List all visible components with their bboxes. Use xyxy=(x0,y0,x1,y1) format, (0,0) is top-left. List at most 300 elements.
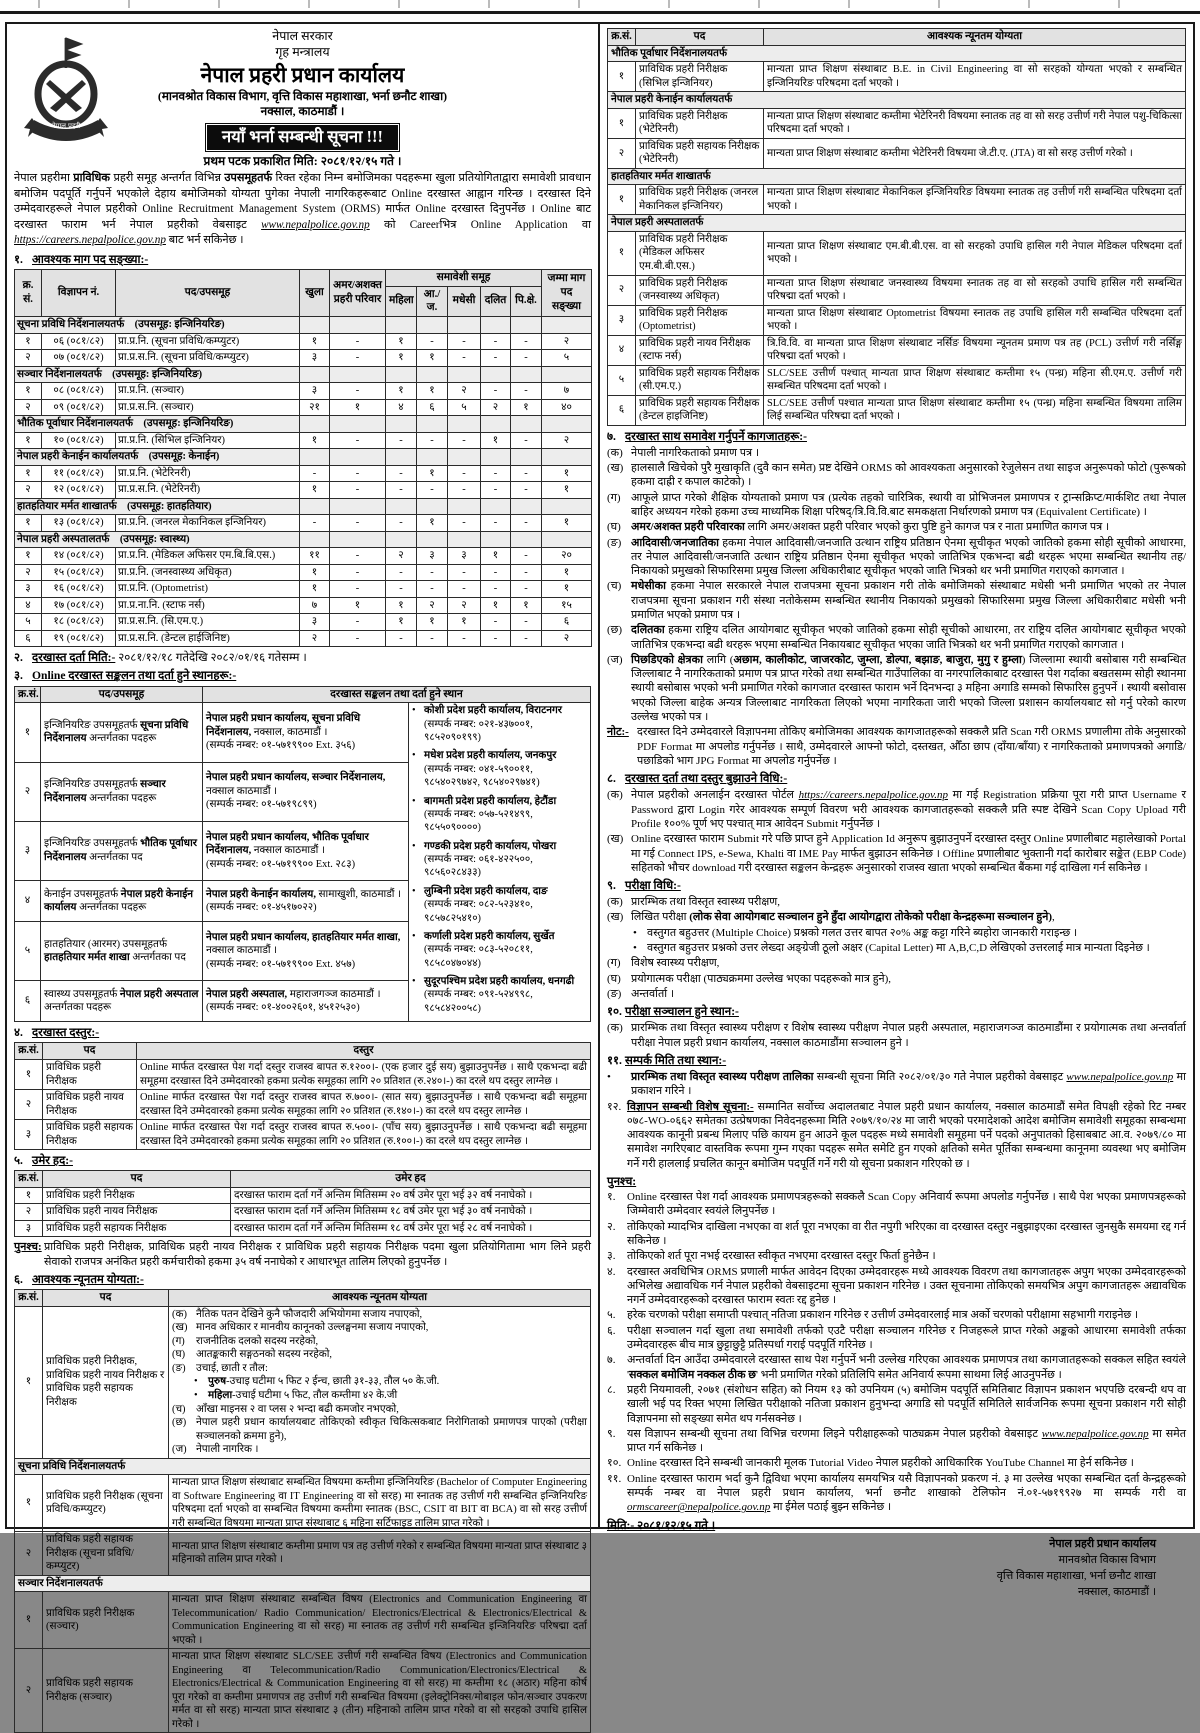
table-row xyxy=(15,1649,591,1733)
province-office-contact: (सम्पर्क नम्बर: ०८२-५२३४१०, ९८५७८२५४१०) xyxy=(424,899,533,924)
table-cell: - xyxy=(386,581,417,598)
section-empty-cell xyxy=(417,449,448,466)
table-cell: १ xyxy=(15,1187,43,1204)
item-label: (क) xyxy=(172,1308,187,1320)
col-header-sn: क्र.सं. xyxy=(15,686,41,703)
table-cell: - xyxy=(481,581,511,598)
province-office-name: कर्णाली प्रदेश प्रहरी कार्यालय, सुर्खेत xyxy=(424,930,555,942)
section-empty-cell xyxy=(386,366,417,383)
bold-text: नेपाल प्रहरी केनाईन कार्यालय xyxy=(44,888,194,914)
table-cell: प्रा.प्र.नि. (सञ्चार) xyxy=(116,383,300,400)
sn-cell: २ xyxy=(608,138,636,168)
list-item xyxy=(607,1021,1186,1050)
section-empty-cell xyxy=(542,317,592,334)
section-1-heading xyxy=(14,252,591,267)
sn-cell: १ xyxy=(15,1592,43,1649)
table-cell: - xyxy=(330,350,386,367)
item-text: अन्तर्वार्ता दिन आउँदा उम्मेदवारले दरखास्त साथ पेश गर्नुपर्ने भनी उल्लेख गरिएका आवश्यक प्रमाणपत्र तथा कागजातहरूको सक्कल सहित स्वयंले 'सक्कल बमोजिम नक्कल ठीक छ' भनी प्रमाणित गरेको प्रतिलिपि समेत अनिवार्य रूपमा साथमा लिई आउनुपर्नेछ । xyxy=(627,1354,1186,1381)
table-cell: १ xyxy=(15,333,42,350)
table-cell: १ xyxy=(300,581,330,598)
item-text: पिछडिएको क्षेत्रका लागि (अछाम, कालीकोट, जाजरकोट, जुम्ला, डोल्पा, बझाङ, बाजुरा, मुगु र हुम्ला) जिल्लामा स्थायी बसोबास गरी सम्बन्धित जिल्लाबाट नै नागरिकताको प्रमाण पत्र प्राप्त गरेको तथा सम्बन्धित गाउँपालिका वा नगरपालिकाबाट दरखास्त पेश गर्दाका बखतसम्म सोही स्थानमा स्थायी बसोबास भएको भनी प्रमाणित गरेको कागजात दरखास्त फाराम भर्ने दिनभन्दा ३ महिना अगाडि सम्मको सिफारिस हुनुपर्ने । स्थायी बसोवास भएको जिल्ला बाहेक अन्यत्र जिल्लाबाट नागरिकता लिएको भएमा नागरिकता जारी भएको जिल्ला प्रशासन कार्यालयबाट सो गर्नु परेको कारण उल्लेख भएको पत्र । xyxy=(631,653,1186,724)
province-office-text xyxy=(424,795,587,835)
bullet-icon: • xyxy=(412,750,416,762)
table-cell: - xyxy=(386,515,417,532)
inline-link[interactable]: www.nepalpolice.gov.np xyxy=(1041,1427,1149,1440)
table-cell: ४० xyxy=(542,399,592,416)
section-empty-cell xyxy=(417,531,448,548)
item-text: आँखा माइनस २ वा प्लस २ भन्दा बढी कमजोर नभएको, xyxy=(196,1403,399,1415)
sn-cell: ५ xyxy=(15,921,41,980)
item-label: ४. xyxy=(607,1265,616,1278)
table-cell: १ xyxy=(300,564,330,581)
item-text: मानव अधिकार र मानवीय कानूनको उल्लङ्घनमा सजाय नपाएको, xyxy=(196,1322,429,1334)
bold-text: हातहतियार मर्मत शाखा xyxy=(44,952,130,964)
qualification-item xyxy=(172,1362,587,1376)
table-row xyxy=(608,45,1186,62)
post-cell: स्वास्थ्य उपसमूहतर्फ नेपाल प्रहरी अस्पताल अन्तर्गतका पदहरू xyxy=(41,981,203,1022)
qualification-cell: SLC/SEE उत्तीर्ण पश्चात मान्यता प्राप्त शिक्षण संस्थाबाट कम्तीमा १५ (पन्ध्र) महिना सम्बन्धित विषयमा तालिम लिई सम्बन्धित परिषद्मा दर्ता भएको । xyxy=(764,395,1186,425)
section-4-title: दरखास्त दस्तुर:- xyxy=(32,1026,100,1040)
section-10-number: १०. xyxy=(607,1005,622,1019)
sn-cell: २ xyxy=(15,1649,43,1733)
table-cell: २ xyxy=(300,630,330,647)
table-cell: १ xyxy=(448,614,481,631)
table-cell: - xyxy=(330,383,386,400)
department-line: (मानवश्रोत विकास विभाग, वृत्ति विकास महाशाखा, भर्ना छनौट शाखा) xyxy=(157,88,448,103)
table-row xyxy=(608,395,1186,425)
col-header-post: पद xyxy=(636,29,764,46)
list-item xyxy=(607,956,1186,970)
table-cell: १ xyxy=(542,564,592,581)
post-cell: प्राविधिक प्रहरी निरीक्षक (भेटेरिनरी) xyxy=(636,108,764,138)
document-frame xyxy=(5,22,1195,1730)
table-cell: Online मार्फत दरखास्त पेश गर्दा दस्तुर राजस्व बापत रु.५००।- (पाँच सय) बुझाउनुपर्नेछ । साथै एकभन्दा बढी समूहमा दरखास्त दिने उम्मेदवारको हकमा प्रत्येक समूहका लागि २० प्रतिशत (रु.१००।-) का दरले थप दस्तुर लाग्नेछ । xyxy=(137,1120,591,1150)
table-row xyxy=(15,597,592,614)
svg-text:नेपाल प्रहरी: नेपाल प्रहरी xyxy=(51,123,81,130)
col-header-qualification: आवश्यक न्यूनतम योग्यता xyxy=(764,29,1186,46)
table-cell: - xyxy=(386,465,417,482)
section-empty-cell xyxy=(386,498,417,515)
item-label: • xyxy=(194,1376,198,1388)
table-cell: १ xyxy=(542,465,592,482)
table-cell: १ xyxy=(481,432,511,449)
table-cell: - xyxy=(386,630,417,647)
office-line: नेपाल प्रहरी प्रधान कार्यालय, सञ्चार निर्देशनालय, नक्साल काठमाडौं । xyxy=(206,772,386,797)
table-cell: - xyxy=(330,564,386,581)
table-cell: ५ xyxy=(448,399,481,416)
section-8-number: ८. xyxy=(607,772,616,786)
item-label: (ख) xyxy=(172,1322,188,1334)
item-text: मधेसीका हकमा नेपाल सरकारले नेपाल राजपत्रमा सूचना प्रकाशन गरी तोके बमोजिमको संस्थाबाट मधेसी भनी प्रमाणित भएको तर नेपाल राजपत्रमा सूचना प्रकाशन गरी संस्था नतोकेसम्म सम्बन्धित स्थानीय निकायको प्रमुखको सिफारिसमा प्रमुख जिल्ला अधिकारीबाट मधेसी भनी प्रमाणित भएको प्रमाण पत्र । xyxy=(631,580,1186,621)
item-text: हालसालै खिचेको पुरै मुखाकृति (दुवै कान समेत) प्रष्ट देखिने ORMS को आवश्यकता अनुसारको रेजुलेसन तथा साइज अनुरूपको फोटो (पुरूषको हकमा दाह्री र कपाल काटेको) । xyxy=(631,462,1186,489)
col-header-sn: क्र.सं. xyxy=(608,29,636,46)
signature-block xyxy=(607,1537,1186,1601)
qualification-cell: त्रि.वि.वि. वा मान्यता प्राप्त शिक्षण संस्थाबाट नर्सिङ विषयमा न्यूनतम प्रमाण पत्र तह (PCL) उत्तीर्ण गरी नर्सिङ्ग परिषद्मा दर्ता भएको । xyxy=(764,335,1186,365)
item-text: Online दरखास्त फाराम भर्दा कुनै द्विविधा भएमा कार्यालय समयभित्र यसै विज्ञापनको प्रकरण नं. ३ मा उल्लेख भएका सम्बन्धित दर्ता केन्द्रहरूको सम्पर्क नम्बर वा नेपाल प्रहरी प्रधान कार्यालय, भर्ना छनौट शाखाको टेलिफोन नं.०१-५७१९९२७ मा सम्पर्क गरी वा ormscareer@nepalpolice.gov.np मा ईमेल पठाई बुझ्न सकिनेछ । xyxy=(627,1472,1186,1514)
col-header-place: दरखास्त सङ्कलन तथा दर्ता हुने स्थान xyxy=(203,686,591,703)
table-row xyxy=(608,108,1186,138)
table-row xyxy=(15,531,592,548)
bullet-icon: • xyxy=(412,795,416,807)
section-empty-cell xyxy=(448,366,481,383)
table-cell: ११ xyxy=(300,548,330,565)
table-cell: प्रा.प्र.नि. (मेडिकल अफिसर एम.बि.बि.एस.) xyxy=(116,548,300,565)
item-text: आफूले प्राप्त गरेको शैक्षिक योग्यताको प्रमाण पत्र (प्रत्येक तहको चारित्रिक, स्थायी वा प्रोभिजनल प्रमाणपत्र र ट्रान्सक्रिप्ट/मार्कशिट तथा नेपाल बाहिर अध्ययन गरेको हकमा उच्च माध्यमिक शिक्षा परिषद्/त्रि.वि.वि.बाट समकक्षता निर्धारणको प्रमाण पत्र (Equivalent Certificate) । xyxy=(631,491,1186,518)
sn-cell: २ xyxy=(15,762,41,821)
list-item xyxy=(607,446,1186,460)
table-cell: - xyxy=(448,564,481,581)
table-cell: २ xyxy=(15,482,42,499)
list-sub-item xyxy=(607,926,1186,940)
bold-text: नेपाल प्रहरी प्रधान कार्यालय, सूचना प्रविधि निर्देशनालय, xyxy=(206,713,361,738)
signature-branch: वृत्ति विकास महाशाखा, भर्ना छनौट शाखा xyxy=(996,1569,1156,1582)
province-office-item xyxy=(412,749,587,789)
qualification-table-right xyxy=(607,28,1186,426)
bold-text: अमर/अशक्त प्रहरी परिवारका xyxy=(631,521,745,534)
post-cell: प्राविधिक प्रहरी सहायक निरीक्षक (डेन्टल हाइजिनिष्ट) xyxy=(636,395,764,425)
table-cell: १७ (०८१/८२) xyxy=(42,597,116,614)
table-cell: २ xyxy=(448,597,481,614)
table-cell: ०६ (०८१/८२) xyxy=(42,333,116,350)
section-empty-cell xyxy=(448,531,481,548)
section-name: नेपाल प्रहरी केनाईन कार्यालयतर्फ xyxy=(17,451,139,463)
col-header-fee: दस्तुर xyxy=(137,1043,591,1060)
table-row xyxy=(15,1060,591,1090)
province-office-text xyxy=(424,840,587,880)
table-cell: - xyxy=(448,432,481,449)
table-cell: ३ xyxy=(448,548,481,565)
inline-link[interactable]: www.nepalpolice.gov.np xyxy=(1066,1070,1174,1083)
item-text: आदिवासी/जनजातिका हकमा नेपाल आदिवासी/जनजाति उत्थान राष्ट्रिय प्रतिष्ठान ऐनमा सूचीकृत भएको जातिको हकमा सोही सूचीको आधारमा, तर नेपाल आदिवासी/जनजाति उत्थान राष्ट्रिय प्रतिष्ठान ऐनमा सूचीकृत भएको जातिभित्र एकभन्दा बढी थरहरू भएमा सम्बन्धित स्थानीय तह/निकायको प्रमुखको सिफारिसमा प्रमुख जिल्ला अधिकारीबाट सूचीकृत भएको जाति भित्रको थर भनी प्रमाणित गराएको कागजात । xyxy=(631,536,1186,578)
section-empty-cell xyxy=(511,531,542,548)
qualification-item xyxy=(172,1335,587,1349)
table-cell: २ xyxy=(448,383,481,400)
list-item xyxy=(607,1070,1186,1099)
item-text: प्रयोगात्मक परीक्षा (पाठ्यक्रममा उल्लेख भएका पदहरूको मात्र हुने), xyxy=(631,972,892,985)
subgroup-name: (उपसमूह: हातहतियार) xyxy=(116,500,212,512)
table-cell: दरखास्त फाराम दर्ता गर्ने अन्तिम मितिसम्म १८ वर्ष उमेर पूरा भई २८ वर्ष ननाघेको । xyxy=(231,1220,591,1237)
table-cell: - xyxy=(417,581,448,598)
table-cell: १४ (०८१/८२) xyxy=(42,548,116,565)
table-row xyxy=(15,515,592,532)
qualification-cell: मान्यता प्राप्त शिक्षण संस्थाबाट कम्तीमा प्रमाण पत्र तह उत्तीर्ण गरेको र सम्बन्धित विषयमा मान्यता प्राप्त संस्थाबाट ३ महिनाको तालिम प्राप्त गरेको । xyxy=(169,1532,591,1576)
province-office-name: कोशी प्रदेश प्रहरी कार्यालय, विराटनगर xyxy=(424,705,562,717)
table-row xyxy=(15,614,592,631)
table-cell: प्रा.प्र.नि. (सूचना प्रविधि/कम्प्युटर) xyxy=(116,333,300,350)
table-cell: १५ xyxy=(542,597,592,614)
bold-text: दलितका xyxy=(631,624,665,637)
place-cell xyxy=(203,921,409,980)
section-4-heading xyxy=(14,1025,591,1040)
item-text: अन्तर्वार्ता । xyxy=(631,987,675,1000)
table-cell: प्राविधिक प्रहरी नायव निरीक्षक xyxy=(43,1204,231,1221)
list-item xyxy=(607,1220,1186,1249)
list-item xyxy=(607,1190,1186,1219)
inline-link[interactable]: https://careers.nepalpolice.gov.np xyxy=(798,789,948,802)
province-office-item xyxy=(412,704,587,744)
table-row xyxy=(15,1575,591,1592)
table-row xyxy=(15,581,592,598)
item-text: नैतिक पतन देखिने कुनै फौजदारी अभियोगमा सजाय नपाएको, xyxy=(196,1308,423,1320)
table-cell: - xyxy=(481,482,511,499)
table-cell: १ xyxy=(386,383,417,400)
age-table xyxy=(14,1170,591,1237)
table-cell: प्रा.प्र.ना.नि. (स्टाफ नर्स) xyxy=(116,597,300,614)
table-row xyxy=(608,62,1186,92)
table-cell: Online मार्फत दरखास्त पेश गर्दा दस्तुर राजस्व बापत रु.१२००।- (एक हजार दुई सय) बुझाउनुपर्नेछ । साथै एकभन्दा बढी समूहमा दरखास्त दिने उम्मेदवारको हकमा प्रत्येक समूहका लागि २० प्रतिशत (रु.२४०।-) का दरले थप दस्तुर लाग्नेछ । xyxy=(137,1060,591,1090)
table-cell: प्रा.प्र.स.नि. (सञ्चार) xyxy=(116,399,300,416)
item-text: Online दरखास्त फाराम Submit गरे पछि प्राप्त हुने Application Id अनुरूप बुझाउनुपर्ने दरखास्त दस्तुर Online प्रणालीबाट महालेखाको Portal मा गई Connect IPS, e-Sewa, Khalti वा IME Pay मार्फत बुझाउन सकिनेछ । Offline प्रणालीबाट भुक्तानी गर्दा कारोबार सङ्केत (EBP Code) सहितको भौचर download गरी दरखास्त सङ्कलन केन्द्रहरू अनुसारको राजस्व खाता भएको सम्बन्धित बैंकमा गई दाखिला गर्न सकिनेछ । xyxy=(631,833,1186,874)
sn-cell: ५ xyxy=(608,365,636,395)
section-empty-cell xyxy=(300,366,330,383)
table-cell: १ xyxy=(542,581,592,598)
table-cell: १ xyxy=(386,597,417,614)
bold-text: पुरुष xyxy=(208,1376,227,1388)
bold-text: (लोक सेवा आयोगबाट सञ्चालन हुने हुँदा आयोगद्वारा तोकेको परीक्षा केन्द्रहरूमा सञ्चालन हुने) xyxy=(689,911,1053,924)
section-2-title: दरखास्त दर्ता मिति:- xyxy=(32,651,116,665)
table-cell: - xyxy=(417,333,448,350)
section-10-heading xyxy=(607,1004,1186,1019)
list-item xyxy=(607,1249,1186,1263)
section-empty-cell xyxy=(330,498,386,515)
office-line: नेपाल प्रहरी प्रधान कार्यालय, भौतिक पूर्वाधार निर्देशनालय, नक्साल काठमाडौं । xyxy=(206,831,369,857)
qualification-cell xyxy=(169,1306,591,1458)
sn-cell: ४ xyxy=(15,881,41,922)
table-cell: १ xyxy=(300,333,330,350)
province-office-text xyxy=(424,930,587,970)
item-label: (घ) xyxy=(172,1349,186,1361)
table-cell: १९ (०८१/८२) xyxy=(42,630,116,647)
section-empty-cell xyxy=(542,366,592,383)
province-office-contact: (सम्पर्क नम्बर: ०६१-४२२५००, ९८५६०२८४३३) xyxy=(424,854,533,879)
table-cell: प्रा.प्र.नि. (सिभिल इन्जिनियर) xyxy=(116,432,300,449)
table-cell: ०७ (०८१/८२) xyxy=(42,350,116,367)
office-line: नेपाल प्रहरी प्रधान कार्यालय, हातहतियार मर्मत शाखा, नक्साल काठमाडौं । xyxy=(206,931,401,957)
item-label: (च) xyxy=(172,1403,186,1415)
intro-paragraph: नेपाल प्रहरीमा प्राविधिक प्रहरी समूह अन्तर्गत विभिन्न उपसमूहतर्फ रिक्त रहेका निम्न बमोजिमका पदहरूमा खुला प्रतियोगिताद्वारा समावेशी प्रावधान बमोजिम पदपूर्ति गर्नुपर्ने भएकोले देहाय बमोजिमको योग्यता पुगेका नेपाली नागरिकहरूबाट Online दरखास्त आह्वान गरिन्छ । दरखास्त दिने उम्मेदवारहरूले नेपाल प्रहरीको Online Recruitment Management System (ORMS) मार्फत Online दरखास्त दिनुपर्नेछ । Online बाट दरखास्त फाराम भर्न नेपाल प्रहरीको वेबसाइट www.nepalpolice.gov.np को Careerभित्र Online Application वा https://careers.nepalpolice.gov.np बाट भर्न सकिनेछ । xyxy=(14,172,591,247)
sn-cell: २ xyxy=(608,275,636,305)
table-cell: २ xyxy=(542,630,592,647)
section-12-title: विज्ञापन सम्बन्धी विशेष सूचना:- xyxy=(627,1100,754,1113)
section-empty-cell xyxy=(417,317,448,334)
item-text: तोकिएको शर्त पूरा नभई दरखास्त स्वीकृत नभएमा दरखास्त दस्तुर फिर्ता हुनेछैन । xyxy=(627,1250,936,1263)
province-office-item xyxy=(412,885,587,925)
table-cell: - xyxy=(511,432,542,449)
province-office-contact: (सम्पर्क नम्बर: ०४१-५९००११, ९८५४०२९७४२, ९८५४०२९७४१) xyxy=(424,763,540,789)
province-office-name: लुम्बिनी प्रदेश प्रहरी कार्यालय, दाङ xyxy=(424,885,548,897)
section-9-heading xyxy=(607,878,1186,893)
province-office-text xyxy=(424,975,587,1015)
section-empty-cell xyxy=(511,317,542,334)
post-cell: इन्जिनियरिङ उपसमूहतर्फ सञ्चार निर्देशनालय अन्तर्गतका पदहरू xyxy=(41,762,203,821)
list-item xyxy=(607,1308,1186,1322)
province-office-name: मधेश प्रदेश प्रहरी कार्यालय, जनकपुर xyxy=(424,750,557,762)
section-empty-cell xyxy=(448,449,481,466)
table-row xyxy=(15,350,592,367)
table-cell: ६ xyxy=(417,399,448,416)
section-name: नेपाल प्रहरी अस्पतालतर्फ xyxy=(17,533,110,545)
section-empty-cell xyxy=(481,498,511,515)
item-label: ५. xyxy=(607,1309,616,1322)
bullet-icon: • xyxy=(633,926,637,939)
section-5-number: ५. xyxy=(14,1154,23,1168)
table-row xyxy=(15,1475,591,1532)
item-label: (छ) xyxy=(172,1417,187,1429)
section-empty-cell xyxy=(448,416,481,433)
section-empty-cell xyxy=(542,498,592,515)
section-empty-cell xyxy=(386,531,417,548)
section-2-number: २. xyxy=(14,651,23,665)
item-label: (ज) xyxy=(607,653,623,666)
section-10-title: परीक्षा सञ्चालन हुने स्थान:- xyxy=(625,1005,739,1019)
province-office-text xyxy=(424,749,587,789)
table-cell: - xyxy=(481,383,511,400)
inline-link[interactable]: www.nepalpolice.gov.np xyxy=(261,218,370,231)
item-label: (क) xyxy=(607,446,623,459)
table-cell: - xyxy=(330,432,386,449)
section-7-number: ७. xyxy=(607,429,616,443)
inline-link[interactable]: ormscareer@nepalpolice.gov.np xyxy=(627,1501,771,1514)
table-cell: प्रा.प्र.नि. (जनस्वास्थ्य अधिकृत) xyxy=(116,564,300,581)
left-column xyxy=(7,24,600,1730)
section-empty-cell xyxy=(330,531,386,548)
sn-cell: १ xyxy=(608,231,636,275)
qualification-cell: मान्यता प्राप्त शिक्षण संस्थाबाट मेकानिकल इन्जिनियरिङ विषयमा स्नातक तह उत्तीर्ण गरी सम्बन्धित परिषदमा दर्ता भएको । xyxy=(764,185,1186,215)
office-line: नेपाल प्रहरी अस्पताल, महाराजगञ्ज काठमाडौं । xyxy=(206,988,381,1000)
table-cell: २ xyxy=(542,432,592,449)
inline-link[interactable]: https://careers.nepalpolice.gov.np xyxy=(14,234,166,247)
item-label: • xyxy=(194,1390,198,1401)
item-label: • xyxy=(607,1070,611,1083)
place-cell xyxy=(203,981,409,1022)
table-cell: प्राविधिक प्रहरी नायव निरीक्षक xyxy=(43,1090,137,1120)
post-cell: प्राविधिक प्रहरी सहायक निरीक्षक (सूचना प्रविधि/कम्प्युटर) xyxy=(43,1532,169,1576)
qualification-item xyxy=(172,1321,587,1335)
table-cell: १ xyxy=(386,333,417,350)
item-text: दलितका हकमा राष्ट्रिय दलित आयोगबाट सूचीकृत भएको जातिको हकमा सोही सूचीको आधारमा, तर राष्ट्रिय दलित आयोगबाट सूचीकृत भएको जातिभित्र एकभन्दा बढी थरहरू भएमा सम्बन्धित निकायबाट सूचीकृत भएका जाति भित्रको थर भनी प्रमाणित गराएको कागजात । xyxy=(631,624,1186,651)
item-label: (ज) xyxy=(172,1444,187,1456)
col-header-post: पद xyxy=(43,1171,231,1188)
item-label: (ग) xyxy=(607,957,621,970)
table-cell: १० (०८१/८२) xyxy=(42,432,116,449)
section-empty-cell xyxy=(448,317,481,334)
item-label: (घ) xyxy=(607,972,621,985)
bold-text: नेपाल प्रहरी प्रधान कार्यालय, भौतिक पूर्वाधार निर्देशनालय, xyxy=(206,831,369,857)
bold-text: नेपाल प्रहरी प्रधान कार्यालय, हातहतियार मर्मत शाखा, xyxy=(206,931,401,943)
table-cell: प्राविधिक प्रहरी सहायक निरीक्षक xyxy=(43,1120,137,1150)
item-label: २. xyxy=(607,1220,616,1233)
table-cell: - xyxy=(511,383,542,400)
government-line: नेपाल सरकार xyxy=(272,29,333,43)
table-cell: प्रा.प्र.स.नि. (सि.एम.ए.) xyxy=(116,614,300,631)
table-cell: - xyxy=(330,333,386,350)
table-cell: २ xyxy=(15,1090,43,1120)
col-header-ad-no: विज्ञापन नं. xyxy=(42,269,116,316)
post-cell: प्राविधिक प्रहरी निरीक्षक (जनरल मेकानिकल इन्जिनियर) xyxy=(636,185,764,215)
list-item xyxy=(607,1383,1186,1426)
section-6-number: ६. xyxy=(14,1273,23,1287)
section-11-title: सम्पर्क मिति तथा स्थान:- xyxy=(625,1053,727,1067)
contact-line: (सम्पर्क नम्बर: ०१-५७१९९०० Ext. ३५६) xyxy=(206,740,356,752)
list-item xyxy=(607,1265,1186,1308)
documents-note xyxy=(607,725,1186,768)
item-text: राजनीतिक दलको सदस्य नरहेको, xyxy=(196,1335,319,1347)
section-header-cell xyxy=(15,317,300,334)
col-header-sn: क्र.सं. xyxy=(15,1043,43,1060)
age-note-label: पुनश्च: xyxy=(14,1241,42,1254)
section-name: हातहतियार मर्मत शाखातर्फ xyxy=(17,500,117,512)
col-header-qualification: आवश्यक न्यूनतम योग्यता xyxy=(169,1290,591,1307)
table-cell: प्रा.प्र.नि. (Optometrist) xyxy=(116,581,300,598)
table-cell: - xyxy=(511,564,542,581)
table-cell: १३ (०८१/८२) xyxy=(42,515,116,532)
table-cell: प्राविधिक प्रहरी निरीक्षक xyxy=(43,1187,231,1204)
qualification-cell: SLC/SEE उत्तीर्ण पश्चात् मान्यता प्राप्त शिक्षण संस्थाबाट कम्तीमा १५ (पन्ध्र) महिना सी.एम.ए. उत्तीर्ण गरी सम्बन्धित परिषदमा दर्ता भएको । xyxy=(764,365,1186,395)
table-cell: १ xyxy=(481,548,511,565)
table-cell: - xyxy=(330,548,386,565)
sn-cell: १ xyxy=(608,185,636,215)
sn-cell: ६ xyxy=(608,395,636,425)
item-text: Online दरखास्त दिने सम्बन्धी जानकारी मूलक Tutorial Video नेपाल प्रहरीको आधिकारिक YouTube Channel मा हेर्न सकिनेछ । xyxy=(627,1457,1134,1470)
table-row xyxy=(15,548,592,565)
bold-text: सक्कल बमोजिम नक्कल ठीक छ xyxy=(628,1368,757,1381)
table-cell: प्रा.प्र.स.नि. (सूचना प्रविधि/कम्प्युटर) xyxy=(116,350,300,367)
age-note-text: प्राविधिक प्रहरी निरीक्षक, प्राविधिक प्रहरी नायव निरीक्षक र प्राविधिक प्रहरी सहायक निरीक्षक पदमा खुला प्रतियोगितामा भाग लिने प्रहरी सेवाको राजपत्र अनंकित प्रहरी कर्मचारीको हकमा ३५ वर्ष ननाघेको र आधारभूत तालिम लिएको हुनुपर्नेछ । xyxy=(44,1241,591,1268)
province-office-item xyxy=(412,840,587,880)
published-date: प्रथम पटक प्रकाशित मिति: २०८१/१२/१५ गते । xyxy=(203,153,402,168)
office-line: नेपाल प्रहरी केनाईन कार्यालय, सामाखुशी, काठमाडौं । xyxy=(206,888,402,900)
registration-date-range: २०८१/१२/१८ गतेदेखि २०८२/०१/१६ गतेसम्म । xyxy=(118,651,307,665)
table-cell: प्रा.प्र.नि. (जनरल मेकानिकल इन्जिनियर) xyxy=(116,515,300,532)
item-text: हरेक चरणको परीक्षा समाप्ती पश्चात् नतिजा प्रकाशन गरिनेछ र उत्तीर्ण उम्मेदवारलाई मात्र अर्को चरणको परीक्षामा सहभागी गराइनेछ । xyxy=(627,1309,1139,1322)
province-office-item xyxy=(412,930,587,970)
bullet-icon: • xyxy=(412,840,416,852)
page-top-cropped-strip xyxy=(0,0,1200,8)
table-cell: - xyxy=(448,515,481,532)
list-item xyxy=(607,1324,1186,1353)
section-empty-cell xyxy=(542,531,592,548)
list-item xyxy=(607,895,1186,909)
col-header-post: पद xyxy=(43,1043,137,1060)
bold-text: नेपाल प्रहरी अस्पताल xyxy=(119,988,199,1000)
table-cell: १ xyxy=(511,399,542,416)
item-text: प्रारम्भिक तथा विस्तृत स्वास्थ्य परीक्षण तालिका सम्बन्धी सूचना मिति २०८२/०१/३० गते नेपाल प्रहरीको वेबसाइट www.nepalpolice.gov.np मा प्रकाशन गरिने । xyxy=(631,1070,1186,1098)
item-label: (क) xyxy=(607,896,623,909)
table-cell: ५ xyxy=(542,350,592,367)
post-cell: प्राविधिक प्रहरी निरीक्षक (मेडिकल अफिसर एम.बी.बी.एस.) xyxy=(636,231,764,275)
list-item xyxy=(607,623,1186,652)
bullet-icon: • xyxy=(633,942,637,955)
table-row xyxy=(608,138,1186,168)
subgroup-name: (उपसमूह: स्वास्थ्य) xyxy=(109,533,190,545)
table-cell: - xyxy=(481,614,511,631)
item-label: (ङ) xyxy=(172,1362,186,1374)
sn-cell: १ xyxy=(15,1306,43,1458)
list-item xyxy=(607,1353,1186,1382)
province-office-text xyxy=(424,704,587,744)
col-header-sn: क्र.सं. xyxy=(15,1290,43,1307)
table-cell: - xyxy=(511,581,542,598)
post-cell: इन्जिनियरिङ उपसमूहतर्फ भौतिक पूर्वाधार निर्देशनालय अन्तर्गतका पद xyxy=(41,821,203,880)
section-header-cell: नेपाल प्रहरी केनाईन कार्यालयतर्फ xyxy=(608,92,1186,109)
table-cell: १ xyxy=(417,614,448,631)
item-text: यस विज्ञापन सम्बन्धी सूचना तथा विभिन्न चरणमा लिइने परीक्षाहरूको पाठ्यक्रम नेपाल प्रहरीको वेबसाइट www.nepalpolice.gov.np मा समेत प्राप्त गर्न सकिनेछ । xyxy=(627,1427,1187,1455)
section-5-heading xyxy=(14,1153,591,1168)
section-4-number: ४. xyxy=(14,1026,23,1040)
table-cell: १ xyxy=(15,465,42,482)
post-cell: प्राविधिक प्रहरी निरीक्षक (सञ्चार) xyxy=(43,1592,169,1649)
item-text: महिला-उचाई घटीमा ५ फिट, तौल कम्तीमा ४२ के.जी xyxy=(208,1390,398,1401)
